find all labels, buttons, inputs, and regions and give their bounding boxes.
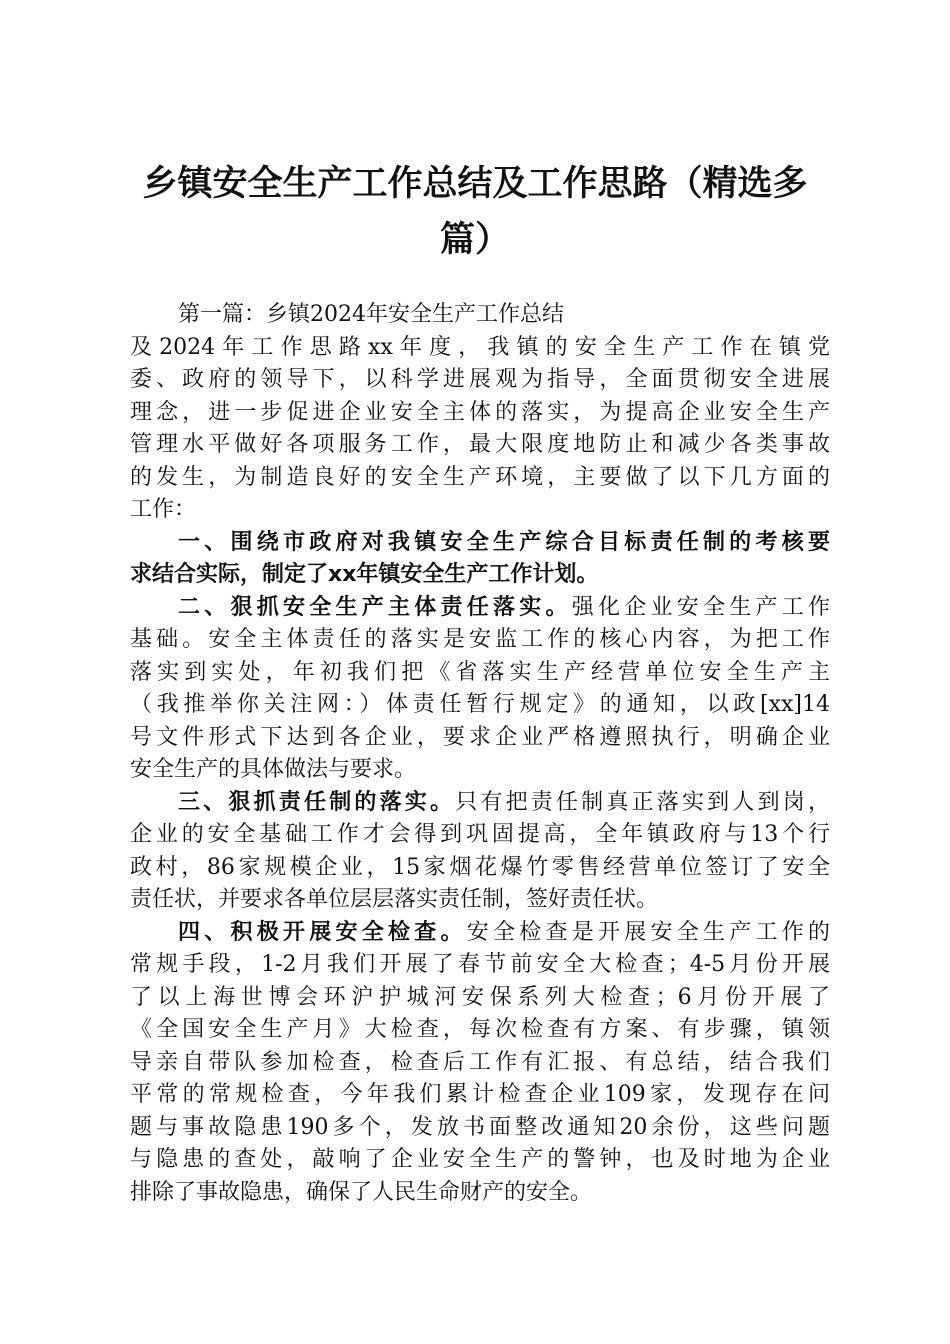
paragraph-line <box>130 429 830 462</box>
line-text: 常规手段，1-2月我们开展了春节前安全大检查；4-5月份开展 <box>130 952 830 977</box>
bold-lead-text: 一、围绕市政府对我镇安全生产综合目标责任制的考核要 <box>178 529 830 555</box>
bold-lead-text: 二、狠抓安全生产主体责任落实。 <box>178 594 572 620</box>
document-title <box>120 156 830 268</box>
line-text: 与隐患的查处，敲响了企业安全生产的警钟，也及时地为企业 <box>130 1147 830 1172</box>
paragraph-line <box>130 722 830 755</box>
paragraph-line <box>130 754 830 787</box>
bold-paragraph-line <box>130 527 830 560</box>
line-text: 导亲自带队参加检查，检查后工作有汇报、有总结，结合我们 <box>130 1049 830 1075</box>
line-text: 落实到实处，年初我们把《省落实生产经营单位安全生产主 <box>130 659 830 685</box>
line-text: 的发生，为制造良好的安全生产环境，主要做了以下几方面的 <box>130 464 830 490</box>
line-text: 《全国安全生产月》大检查，每次检查有方案、有步骤，镇领 <box>130 1017 830 1042</box>
paragraph-line <box>130 657 830 690</box>
line-text: 基础。安全主体责任的落实是安监工作的核心内容，为把工作 <box>130 627 830 652</box>
bold-lead-text: 求结合实际，制定了xx年镇安全生产工作计划。 <box>130 562 599 587</box>
line-text: 责任状，并要求各单位层层落实责任制，签好责任状。 <box>130 887 659 912</box>
line-text: 委、政府的领导下，以科学进展观为指导，全面贯彻安全进展 <box>130 367 830 392</box>
line-text: （我推举你关注网：）体责任暂行规定》的通知，以政[xx]14 <box>130 692 830 717</box>
paragraph-line <box>130 949 830 982</box>
line-text: 及2024年工作思路xx年度，我镇的安全生产工作在镇党 <box>130 334 830 360</box>
line-text: 只有把责任制真正落实到人到岗， <box>455 789 830 815</box>
line-text: 平常的常规检查，今年我们累计检查企业109家，发现存在问 <box>130 1082 830 1107</box>
line-text: 管理水平做好各项服务工作，最大限度地防止和减少各类事故 <box>130 432 830 457</box>
paragraph-line <box>130 852 830 885</box>
paragraph-line <box>130 332 830 365</box>
paragraph-line <box>130 1112 830 1145</box>
paragraph-line <box>130 1014 830 1047</box>
line-text: 安全生产的具体做法与要求。 <box>130 757 417 782</box>
paragraph-line <box>130 397 830 430</box>
line-text: 题与事故隐患190多个，发放书面整改通知20余份，这些问题 <box>130 1114 830 1140</box>
paragraph-line <box>130 1079 830 1112</box>
paragraph-line <box>130 819 830 852</box>
paragraph-line <box>130 494 830 527</box>
paragraph-line <box>130 1047 830 1080</box>
title-line: 篇） <box>439 220 510 260</box>
paragraph-line <box>130 689 830 722</box>
paragraph-line <box>130 884 830 917</box>
title-line: 乡镇安全生产工作总结及工作思路（精选多 <box>142 164 808 204</box>
line-text: 号文件形式下达到各企业，要求企业严格遵照执行，明确企业 <box>130 724 830 750</box>
paragraph-line <box>130 462 830 495</box>
paragraph-line <box>130 624 830 657</box>
paragraph-line <box>130 592 830 625</box>
line-text: 第一篇：乡镇2024年安全生产工作总结 <box>178 302 564 327</box>
line-text: 排除了事故隐患，确保了人民生命财产的安全。 <box>130 1179 593 1205</box>
paragraph-line <box>130 1177 830 1210</box>
paragraph-line <box>130 917 830 950</box>
paragraph-line <box>130 1144 830 1177</box>
line-text: 政村，86家规模企业，15家烟花爆竹零售经营单位签订了安全 <box>130 854 830 880</box>
bold-paragraph-line <box>130 559 830 592</box>
line-text: 安全检查是开展安全生产工作的 <box>466 919 830 945</box>
line-text: 了以上海世博会环沪护城河安保系列大检查；6月份开展了 <box>130 984 830 1010</box>
line-text: 工作： <box>130 497 197 522</box>
paragraph-line <box>130 364 830 397</box>
line-text: 企业的安全基础工作才会得到巩固提高，全年镇政府与13个行 <box>130 822 830 847</box>
paragraph-line <box>130 982 830 1015</box>
line-text: 理念，进一步促进企业安全主体的落实，为提高企业安全生产 <box>130 399 830 425</box>
paragraph-line <box>130 787 830 820</box>
section-heading-line <box>130 299 830 332</box>
bold-lead-text: 四、积极开展安全检查。 <box>178 919 467 945</box>
document-body <box>130 299 830 1209</box>
bold-lead-text: 三、狠抓责任制的落实。 <box>178 789 456 815</box>
line-text: 强化企业安全生产工作 <box>571 594 830 620</box>
